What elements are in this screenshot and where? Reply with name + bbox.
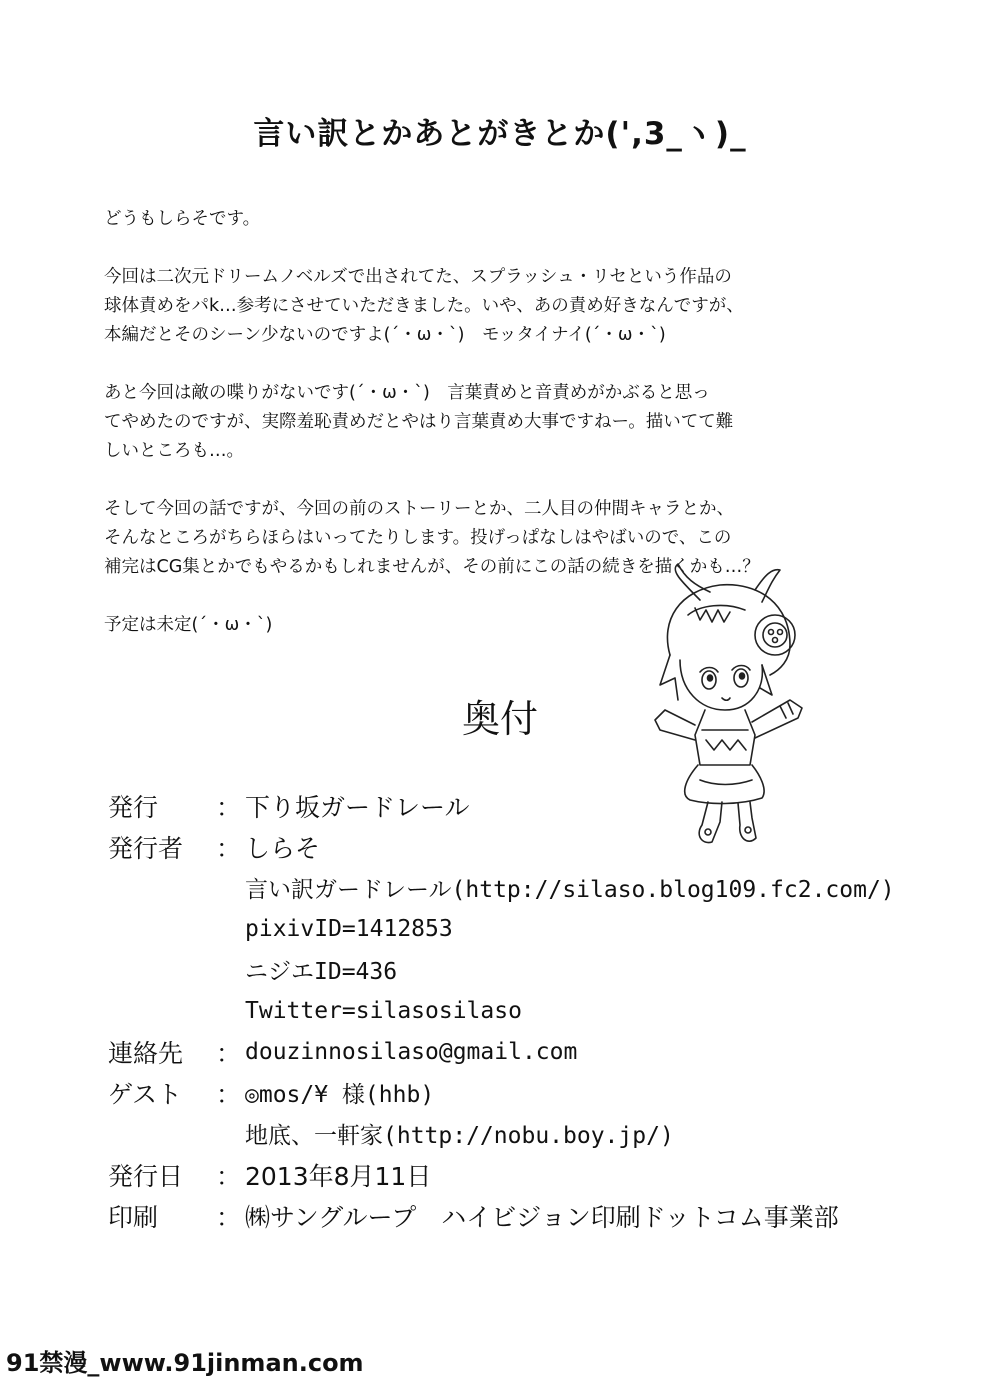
publisher-row: 発行 ： 下り坂ガードレール	[108, 792, 470, 822]
paragraph: そして今回の話ですが、今回の前のストーリーとか、二人目の仲間キャラとか、 そんなところがちらほらはいってたりします。投げっぱなしはやばいので、この 補完はCG集とかでもやるかもしれませんが、その前にこの話の続きを描くかも…？	[104, 499, 760, 577]
contact-row: 連絡先 ： douzinnosilaso@gmail.com	[108, 1038, 578, 1068]
paragraph: どうもしらそです。	[104, 209, 261, 229]
paragraph: 予定は未定(´・ω・`)	[104, 615, 273, 635]
author-pixiv: pixivID=1412853	[245, 915, 453, 942]
watermark: 91禁漫_www.91jinman.com	[0, 1345, 370, 1399]
colophon	[108, 785, 895, 1236]
paragraph: 今回は二次元ドリームノベルズで出されてた、スプラッシュ・リセという作品の 球体責めをパk…参考にさせていただきました。いや、あの責め好きなんですが、 本編だとそのシーン少ないのですよ(´・ω・`) モッタイナイ(´・ω・`)	[104, 267, 744, 345]
author-row: 発行者 ： しらそ	[108, 833, 321, 863]
author-site: 言い訳ガードレール(http://silaso.blog109.fc2.com/)	[245, 877, 895, 903]
author-nijie: ニジエID=436	[245, 959, 398, 985]
printer-row: 印刷 ： ㈱サングループ ハイビジョン印刷ドットコム事業部	[108, 1202, 839, 1232]
paragraph: あと今回は敵の喋りがないです(´・ω・`) 言葉責めと音責めがかぶると思っ てやめたのですが、実際羞恥責めだとやはり言葉責め大事ですねー。描いてて難 しいところも…。	[104, 383, 734, 461]
author-twitter: Twitter=silasosilaso	[245, 997, 522, 1024]
colophon-title: 奥付	[461, 697, 538, 741]
afterword-title: 言い訳とかあとがきとか(',3_ヽ)_	[253, 116, 747, 152]
guest-row: ゲスト ： ◎mos/¥ 様(hhb)	[108, 1079, 435, 1109]
date-row: 発行日 ： 2013年8月11日	[108, 1161, 432, 1191]
guest-second: 地底、一軒家(http://nobu.boy.jp/)	[245, 1123, 674, 1149]
